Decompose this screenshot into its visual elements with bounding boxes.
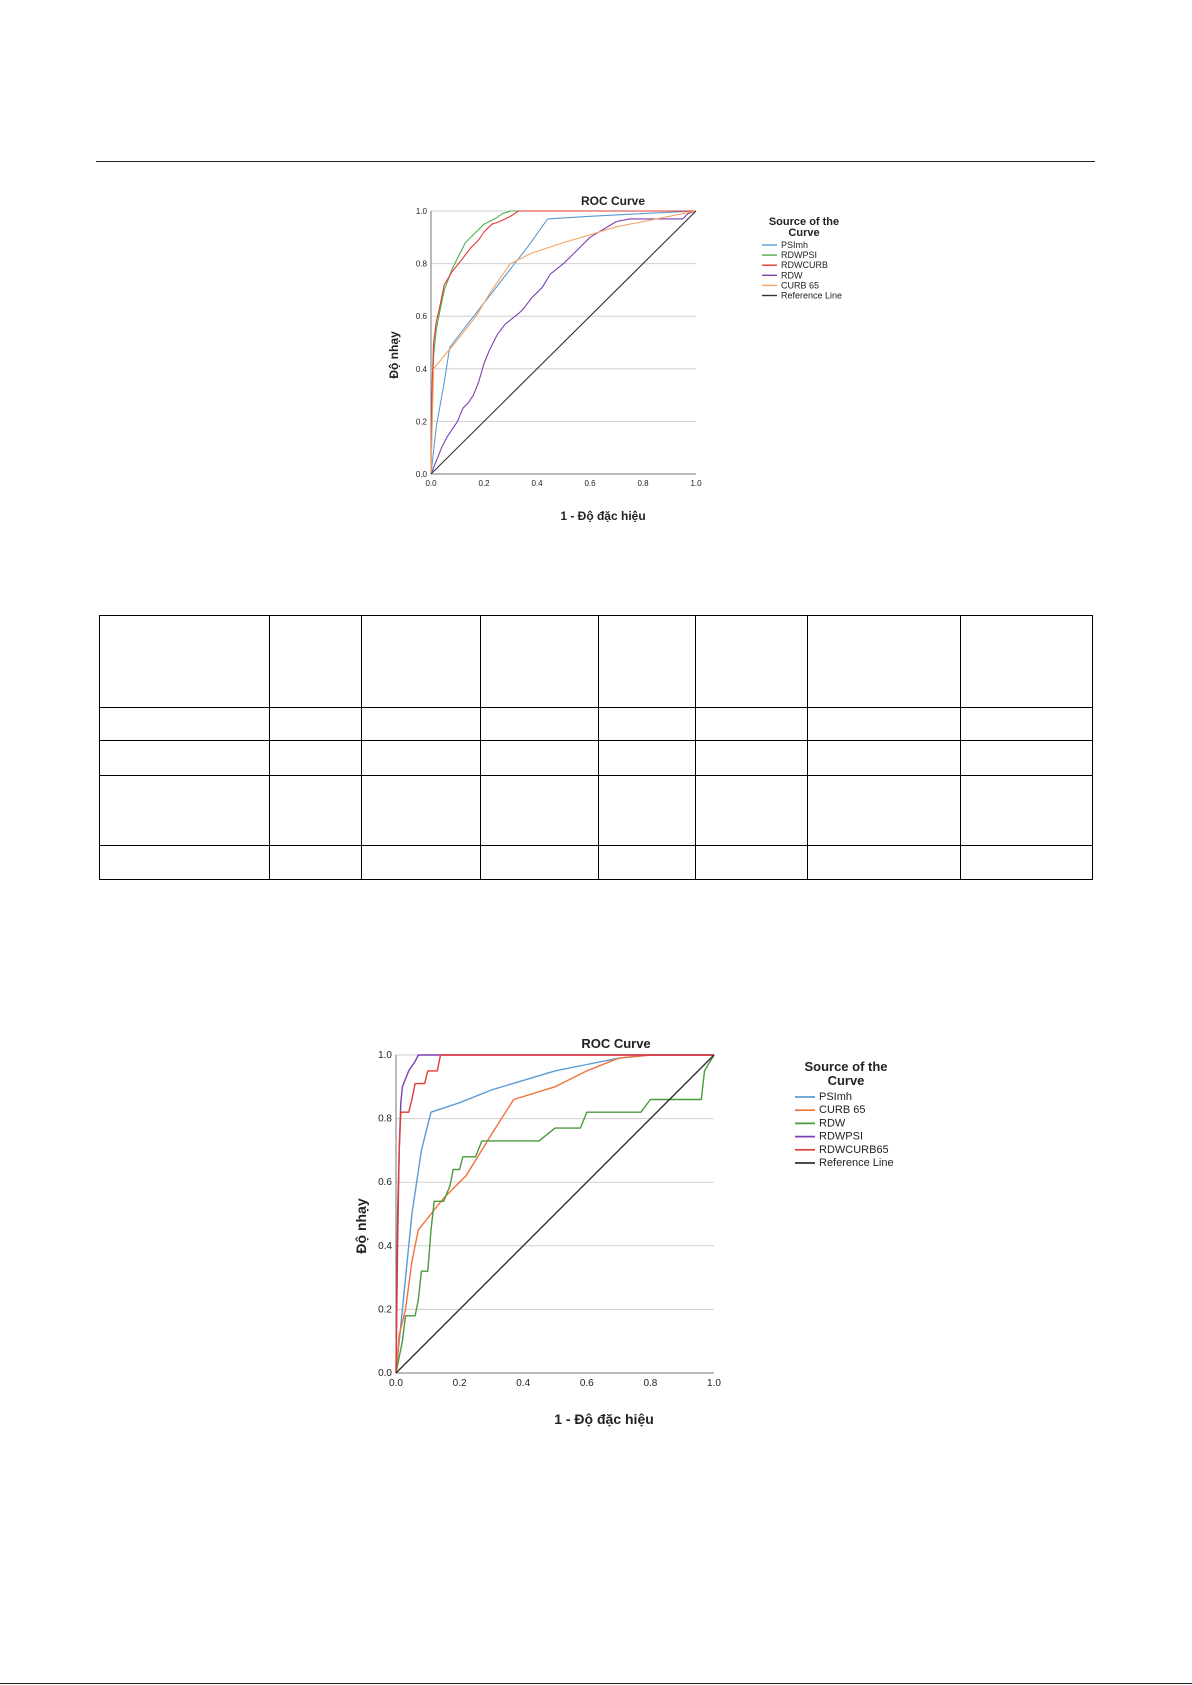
x-tick-label: 0.8	[637, 479, 649, 488]
y-tick-label: 0.8	[378, 1113, 392, 1125]
y-tick-label: 0.2	[415, 417, 427, 427]
x-tick-label: 0.8	[643, 1378, 658, 1389]
x-tick-label: 1.0	[690, 479, 702, 488]
chart-title: ROC Curve	[581, 1036, 651, 1051]
x-tick-label: 1.0	[707, 1378, 721, 1389]
legend-label-curb-65: CURB 65	[819, 1104, 866, 1117]
x-tick-label: 0.2	[478, 479, 490, 488]
y-tick-label: 0.4	[378, 1240, 392, 1252]
x-tick-label: 0.6	[579, 1378, 594, 1389]
legend-title-line-1: Source of the	[804, 1059, 888, 1074]
y-tick-label: 1.0	[378, 1050, 392, 1061]
legend-label-psimh: PSImh	[819, 1091, 853, 1103]
y-tick-label: 0.4	[415, 364, 427, 374]
bottom-horizontal-rule	[0, 1683, 1192, 1684]
y-tick-label: 1.0	[415, 207, 427, 216]
series-line-reference-line	[396, 1055, 714, 1373]
y-tick-label: 0.0	[378, 1368, 392, 1379]
x-tick-label: 0.0	[425, 479, 437, 488]
y-axis-label: Độ nhạy	[353, 1198, 369, 1254]
chart-title: ROC Curve	[580, 194, 646, 208]
legend-title-line-1: Source of the	[768, 216, 840, 228]
x-axis-label: 1 - Độ đặc hiệu	[554, 1411, 654, 1427]
x-tick-label: 0.0	[389, 1378, 403, 1389]
legend-label-psimh: PSImh	[781, 240, 809, 250]
y-axis-label: Độ nhạy	[387, 331, 401, 379]
legend-label-reference-line: Reference Line	[819, 1157, 894, 1169]
y-tick-label: 0.6	[378, 1177, 392, 1189]
x-axis-label: 1 - Độ đặc hiệu	[560, 509, 646, 523]
legend-label-curb-65: CURB 65	[781, 280, 820, 291]
x-tick-label: 0.4	[516, 1378, 531, 1389]
legend	[795, 1059, 894, 1169]
y-tick-label: 0.8	[415, 259, 427, 269]
y-tick-label: 0.6	[415, 312, 427, 322]
x-tick-label: 0.4	[531, 479, 543, 488]
series-group	[396, 1055, 714, 1373]
legend-label-rdw: RDW	[819, 1117, 846, 1130]
y-tick-label: 0.2	[378, 1304, 392, 1316]
legend-label-reference-line: Reference Line	[781, 290, 843, 301]
legend-label-rdwcurb: RDWCURB	[781, 260, 828, 271]
legend-label-rdwpsi: RDWPSI	[781, 250, 817, 261]
legend-title-line-2: Curve	[788, 227, 820, 239]
x-tick-label: 0.2	[452, 1378, 467, 1389]
legend-label-rdwcurb65: RDWCURB65	[819, 1143, 889, 1156]
y-tick-label: 0.0	[415, 470, 427, 479]
legend-title-line-2: Curve	[827, 1073, 865, 1088]
legend-label-rdwpsi: RDWPSI	[819, 1130, 863, 1143]
x-tick-label: 0.6	[584, 479, 596, 488]
grid-lines	[396, 1055, 714, 1309]
legend-label-rdw: RDW	[781, 270, 803, 281]
